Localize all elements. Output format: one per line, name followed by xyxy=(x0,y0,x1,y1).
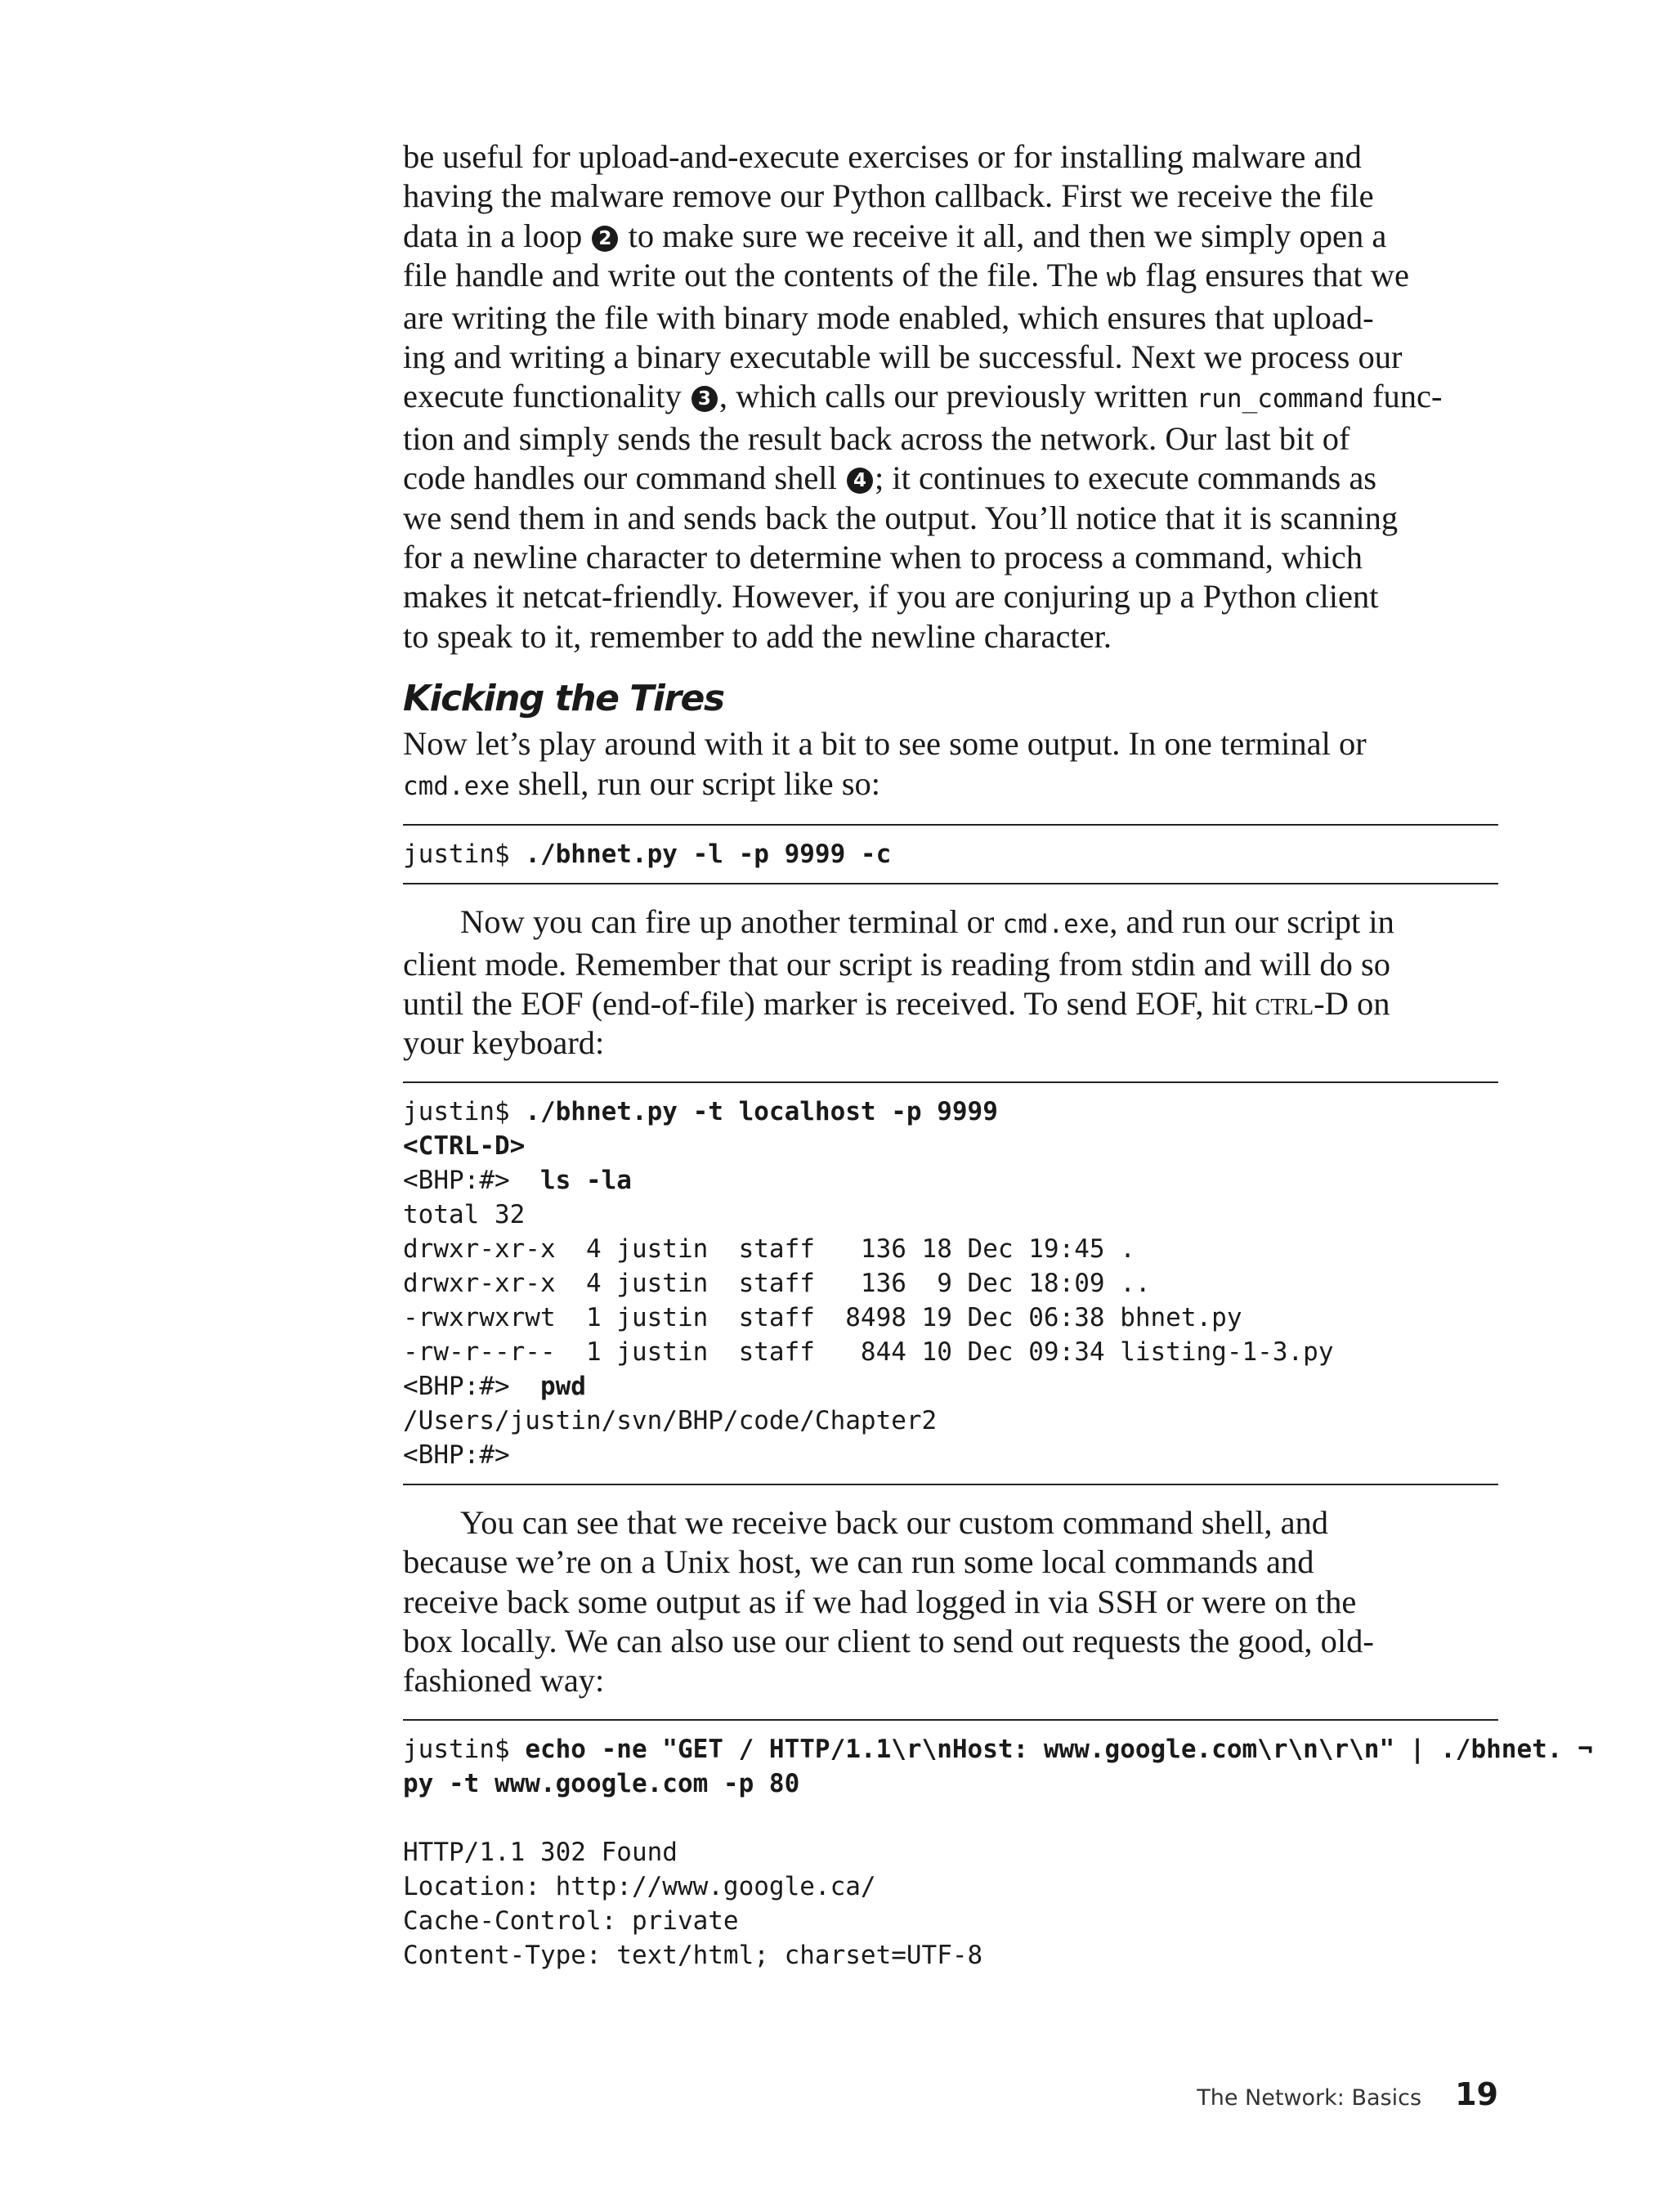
console-output: Location: http://www.google.ca/ xyxy=(403,1871,876,1901)
console-output: Cache-Control: private xyxy=(403,1905,739,1936)
code-line xyxy=(403,1163,1498,1198)
text-line: we send them in and sends back the output. You’ll notice that it is scanning xyxy=(403,499,1399,536)
inline-code: wb xyxy=(1106,263,1138,293)
text-line: receive back some output as if we had logged in via SSH or were on the xyxy=(403,1583,1357,1620)
inline-code: run_command xyxy=(1196,384,1364,414)
console-output: total 32 xyxy=(403,1199,526,1229)
code-line xyxy=(403,837,1498,871)
page-content xyxy=(403,137,1593,1984)
user-input: ls -la xyxy=(539,1165,632,1195)
code-line xyxy=(403,1869,1498,1904)
callout-number-icon: 2 xyxy=(592,226,618,252)
user-input: pwd xyxy=(539,1371,586,1401)
console-output: <BHP:#> xyxy=(403,1440,510,1470)
text-line: are writing the file with binary mode enabled, which ensures that upload- xyxy=(403,298,1374,336)
text-line: to speak to it, remember to add the newline character. xyxy=(403,617,1112,655)
user-input: <CTRL-D> xyxy=(403,1131,526,1161)
text-line: Now let’s play around with it a bit to see some output. In one terminal or xyxy=(403,725,1367,763)
console-output: justin$ xyxy=(403,1734,526,1764)
code-line xyxy=(403,1938,1498,1972)
console-output: HTTP/1.1 302 Found xyxy=(403,1837,678,1867)
text-line: fashioned way: xyxy=(403,1662,605,1699)
code-line xyxy=(403,1732,1593,1766)
key-name: ctrl xyxy=(1255,984,1314,1022)
text-line: tion and simply sends the result back across the network. Our last bit of xyxy=(403,419,1350,457)
section-heading: Kicking the Tires xyxy=(403,678,724,720)
code-line xyxy=(403,1904,1498,1938)
code-line xyxy=(403,1266,1498,1301)
body-paragraph-2 xyxy=(403,724,1498,806)
page-number: 19 xyxy=(1455,2076,1498,2112)
text-line: execute functionality 3 , which calls our previously written run_command func- xyxy=(403,378,1443,415)
console-output: <BHP:#> xyxy=(403,1371,540,1401)
page-footer xyxy=(1197,2076,1498,2112)
console-output: -rw-r--r-- 1 justin staff 844 10 Dec 09:34 listing-1-3.py xyxy=(403,1337,1334,1367)
text-line: makes it netcat-friendly. However, if you are conjuring up a Python client xyxy=(403,578,1379,616)
callout-number-icon: 3 xyxy=(692,386,718,412)
code-line xyxy=(403,1095,1498,1129)
inline-code: cmd.exe xyxy=(403,771,510,801)
user-input: echo -ne "GET / HTTP/1.1\r\nHost: www.google.com\r\n\r\n" | ./bhnet. ¬ xyxy=(525,1734,1593,1764)
text-line: until the EOF (end-of-file) marker is received. To send EOF, hit ctrl-D on xyxy=(403,984,1390,1022)
code-line xyxy=(403,1301,1498,1335)
console-output: drwxr-xr-x 4 justin staff 136 9 Dec 18:09 .. xyxy=(403,1268,1151,1298)
text-line: code handles our command shell 4 ; it continues to execute commands as xyxy=(403,459,1377,497)
text-line: for a newline character to determine when to process a command, which xyxy=(403,539,1363,576)
code-line xyxy=(403,1438,1498,1472)
text-line: box locally. We can also use our client to send out requests the good, old- xyxy=(403,1622,1374,1659)
code-line xyxy=(403,1766,1498,1801)
code-block-1 xyxy=(403,824,1498,884)
callout-number-icon: 4 xyxy=(847,468,873,494)
console-output: <BHP:#> xyxy=(403,1165,540,1195)
text-line: be useful for upload-and-execute exercises or for installing malware and xyxy=(403,138,1362,175)
text-line: having the malware remove our Python callback. First we receive the file xyxy=(403,177,1374,215)
code-line xyxy=(403,1369,1498,1404)
console-output: justin$ xyxy=(403,1096,526,1126)
text-line: file handle and write out the contents of the file. The wb flag ensures that we xyxy=(403,257,1409,294)
running-footer-title: The Network: Basics xyxy=(1197,2085,1422,2111)
code-line xyxy=(403,1129,1498,1163)
code-line xyxy=(403,1835,1498,1869)
user-input: ./bhnet.py -t localhost -p 9999 xyxy=(525,1096,998,1126)
code-block-2 xyxy=(403,1081,1498,1485)
code-line xyxy=(403,1404,1498,1438)
code-block-3 xyxy=(403,1719,1593,1984)
body-paragraph-4 xyxy=(403,1503,1498,1701)
text-line: cmd.exe shell, run our script like so: xyxy=(403,764,880,802)
text-line: data in a loop 2 to make sure we receive it all, and then we simply open a xyxy=(403,217,1387,254)
code-line xyxy=(403,1335,1498,1369)
body-paragraph-3 xyxy=(403,902,1498,1063)
code-line xyxy=(403,1198,1498,1232)
text-line: ing and writing a binary executable will be successful. Next we process our xyxy=(403,338,1403,376)
text-line: your keyboard: xyxy=(403,1024,605,1062)
body-paragraph-1 xyxy=(403,137,1498,656)
text-line: because we’re on a Unix host, we can run some local commands and xyxy=(403,1543,1314,1581)
user-input: py -t www.google.com -p 80 xyxy=(403,1768,800,1798)
code-line xyxy=(403,1232,1498,1266)
code-line xyxy=(403,1801,1498,1835)
console-output: -rwxrwxrwt 1 justin staff 8498 19 Dec 06:38 bhnet.py xyxy=(403,1302,1242,1332)
text-line: Now you can fire up another terminal or cmd.exe, and run our script in xyxy=(460,903,1394,941)
text-line: You can see that we receive back our custom command shell, and xyxy=(460,1503,1329,1541)
user-input: ./bhnet.py -l -p 9999 -c xyxy=(525,840,892,870)
console-output: justin$ xyxy=(403,840,526,870)
console-output: /Users/justin/svn/BHP/code/Chapter2 xyxy=(403,1405,938,1435)
console-output: Content-Type: text/html; charset=UTF-8 xyxy=(403,1940,983,1970)
text-line: client mode. Remember that our script is reading from stdin and will do so xyxy=(403,945,1390,983)
console-output: drwxr-xr-x 4 justin staff 136 18 Dec 19:45 . xyxy=(403,1234,1135,1264)
inline-code: cmd.exe xyxy=(1002,910,1110,940)
